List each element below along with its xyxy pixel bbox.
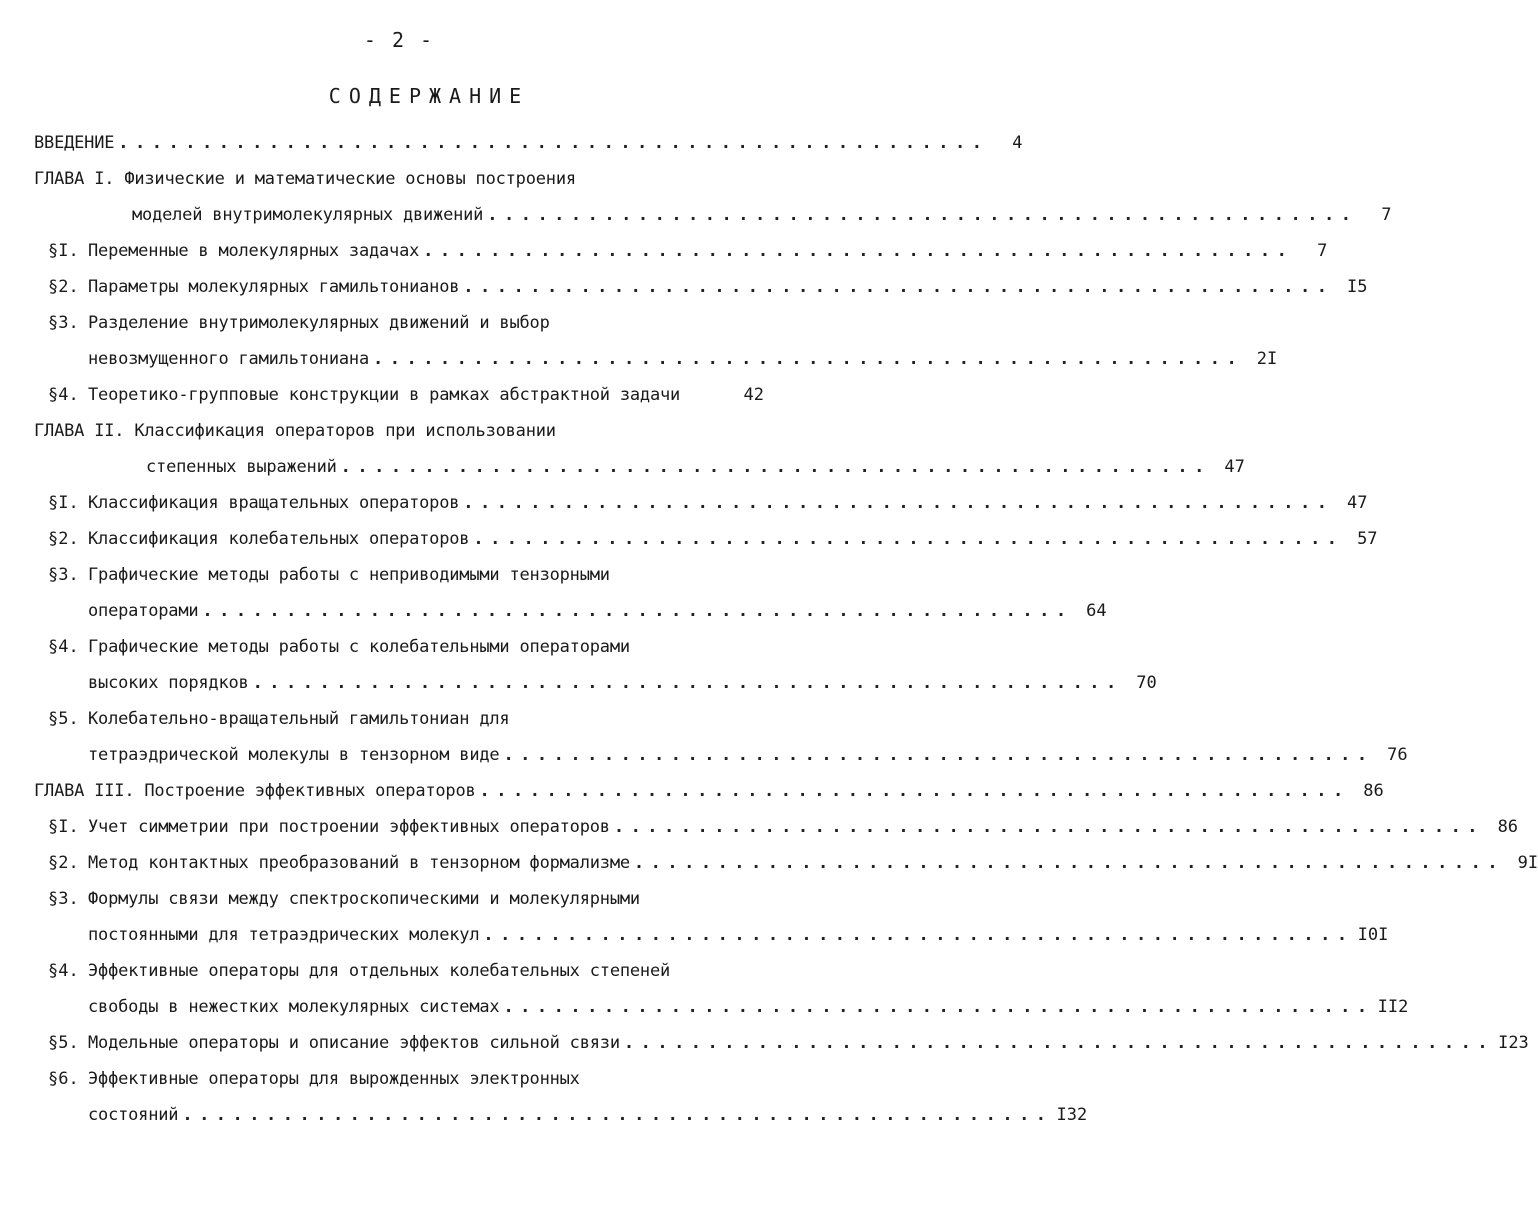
toc-title: невозмущенного гамильтониана <box>88 349 369 369</box>
toc-title: постоянными для тетраэдрических молекул <box>88 925 480 945</box>
toc-section-number: §5. <box>48 1033 79 1053</box>
toc-leader: .................................................... <box>182 1105 1053 1125</box>
toc-title: Эффективные операторы для вырожденных электронных <box>88 1069 580 1089</box>
toc-section-cont <box>88 670 1157 696</box>
toc-title: степенных выражений <box>146 457 337 477</box>
toc-section <box>88 526 1378 552</box>
toc-leader: .................................................... <box>623 1033 1495 1053</box>
toc-leader: .................................................... <box>633 853 1505 873</box>
toc-title: ГЛАВА II. Классификация операторов при использовании <box>34 421 556 441</box>
toc-title: Переменные в молекулярных задачах <box>88 241 420 261</box>
toc-page: I5 <box>1347 277 1368 297</box>
toc-section <box>88 274 1368 300</box>
toc-title: Метод контактных преобразований в тензорном формализме <box>88 853 630 873</box>
toc-section-number: §2. <box>48 853 79 873</box>
toc-leader: .................................................... <box>483 925 1354 945</box>
toc-section-cont <box>88 346 1278 372</box>
toc-page: 7 <box>1381 205 1392 225</box>
toc-section-cont <box>88 922 1389 948</box>
toc-leader: .................................................... <box>118 133 989 153</box>
toc-section <box>88 850 1538 876</box>
toc-leader: .................................................... <box>202 601 1073 621</box>
toc-leader: .................................................... <box>503 745 1374 765</box>
toc-leader: .................................................... <box>487 205 1358 225</box>
toc-section-number: §4. <box>48 385 79 405</box>
toc-title: Колебательно-вращательный гамильтониан для <box>88 709 510 729</box>
toc-section <box>88 634 630 660</box>
toc-title: Модельные операторы и описание эффектов сильной связи <box>88 1033 620 1053</box>
toc-leader: .................................................... <box>372 349 1244 369</box>
toc-chapter-1-cont <box>132 202 1392 228</box>
toc-title: операторами <box>88 601 199 621</box>
toc-page: I32 <box>1056 1105 1088 1125</box>
toc-title: ВВЕДЕНИЕ <box>34 133 115 153</box>
toc-chapter-2 <box>34 418 556 444</box>
toc-section-number: §3. <box>48 889 79 909</box>
page-number: - 2 - <box>363 28 435 52</box>
toc-page: 57 <box>1357 529 1378 549</box>
toc-page: 42 <box>743 385 764 405</box>
toc-title: свободы в нежестких молекулярных системах <box>88 997 500 1017</box>
toc-page: 7 <box>1317 241 1328 261</box>
toc-leader: .................................................... <box>613 817 1485 837</box>
toc-section <box>88 490 1368 516</box>
toc-section-number: §I. <box>48 493 79 513</box>
toc-title: состояний <box>88 1105 179 1125</box>
toc-title: тетраэдрической молекулы в тензорном виде <box>88 745 500 765</box>
toc-section <box>88 958 670 984</box>
toc-entry-intro <box>34 130 1023 156</box>
toc-page: I0I <box>1357 925 1389 945</box>
toc-section-cont <box>88 598 1107 624</box>
toc-title: Учет симметрии при построении эффективных операторов <box>88 817 610 837</box>
toc-title: Формулы связи между спектроскопическими и молекулярными <box>88 889 640 909</box>
toc-section <box>88 1030 1529 1056</box>
toc-page: 47 <box>1347 493 1368 513</box>
toc-section-number: §I. <box>48 817 79 837</box>
toc-title: Классификация вращательных операторов <box>88 493 460 513</box>
toc-page: 2I <box>1256 349 1278 369</box>
toc-section <box>88 562 610 588</box>
toc-chapter-2-cont <box>146 454 1245 480</box>
toc-page: I23 <box>1498 1033 1529 1053</box>
toc-section-number: §5. <box>48 709 79 729</box>
toc-section-cont <box>88 742 1408 768</box>
toc-leader: .................................................... <box>423 241 1294 261</box>
toc-section-number: §I. <box>48 241 79 261</box>
toc-section-number: §6. <box>48 1069 79 1089</box>
toc-section-number: §2. <box>48 529 79 549</box>
toc-title: высоких порядков <box>88 673 249 693</box>
toc-section <box>88 1066 580 1092</box>
toc-section-number: §4. <box>48 961 79 981</box>
toc-page: 64 <box>1086 601 1107 621</box>
toc-leader: .................................................... <box>463 277 1334 297</box>
toc-page: 47 <box>1224 457 1245 477</box>
toc-page: 86 <box>1363 781 1384 801</box>
toc-section <box>88 382 764 408</box>
toc-section <box>88 886 640 912</box>
toc-section <box>88 814 1519 840</box>
toc-leader: .................................................... <box>479 781 1350 801</box>
toc-title: Параметры молекулярных гамильтонианов <box>88 277 460 297</box>
toc-chapter-1 <box>34 166 576 192</box>
toc-title: Классификация колебательных операторов <box>88 529 470 549</box>
toc-leader: .................................................... <box>503 997 1374 1017</box>
toc-section-cont <box>88 994 1409 1020</box>
toc-title: ГЛАВА I. Физические и математические основы построения <box>34 169 576 189</box>
toc-title: Эффективные операторы для отдельных колебательных степеней <box>88 961 671 981</box>
toc-chapter-3 <box>34 778 1384 804</box>
toc-title: моделей внутримолекулярных движений <box>132 205 484 225</box>
toc-leader: .................................................... <box>473 529 1344 549</box>
toc-leader: .................................................... <box>252 673 1123 693</box>
toc-title: Разделение внутримолекулярных движений и выбор <box>88 313 550 333</box>
toc-title: Графические методы работы с колебательными операторами <box>88 637 630 657</box>
toc-section-number: §4. <box>48 637 79 657</box>
toc-page: 9I <box>1517 853 1538 873</box>
toc-page: II2 <box>1377 997 1409 1017</box>
toc-page: 4 <box>1012 133 1023 153</box>
toc-leader: .................................................... <box>340 457 1211 477</box>
toc-section-number: §3. <box>48 313 79 333</box>
toc-title: ГЛАВА III. Построение эффективных операторов <box>34 781 476 801</box>
toc-page: 76 <box>1387 745 1408 765</box>
toc-page: 86 <box>1497 817 1519 837</box>
toc-section <box>88 706 509 732</box>
toc-section-number: §2. <box>48 277 79 297</box>
toc-section <box>88 238 1328 264</box>
toc-title: Теоретико-групповые конструкции в рамках абстрактной задачи <box>88 385 681 405</box>
toc-leader: .................................................... <box>463 493 1334 513</box>
toc-page: 70 <box>1136 673 1157 693</box>
toc-section-number: §3. <box>48 565 79 585</box>
page-title: СОДЕРЖАНИЕ <box>328 84 530 108</box>
toc-section-cont <box>88 1102 1088 1128</box>
toc-title: Графические методы работы с неприводимыми тензорными <box>88 565 610 585</box>
toc-section <box>88 310 550 336</box>
